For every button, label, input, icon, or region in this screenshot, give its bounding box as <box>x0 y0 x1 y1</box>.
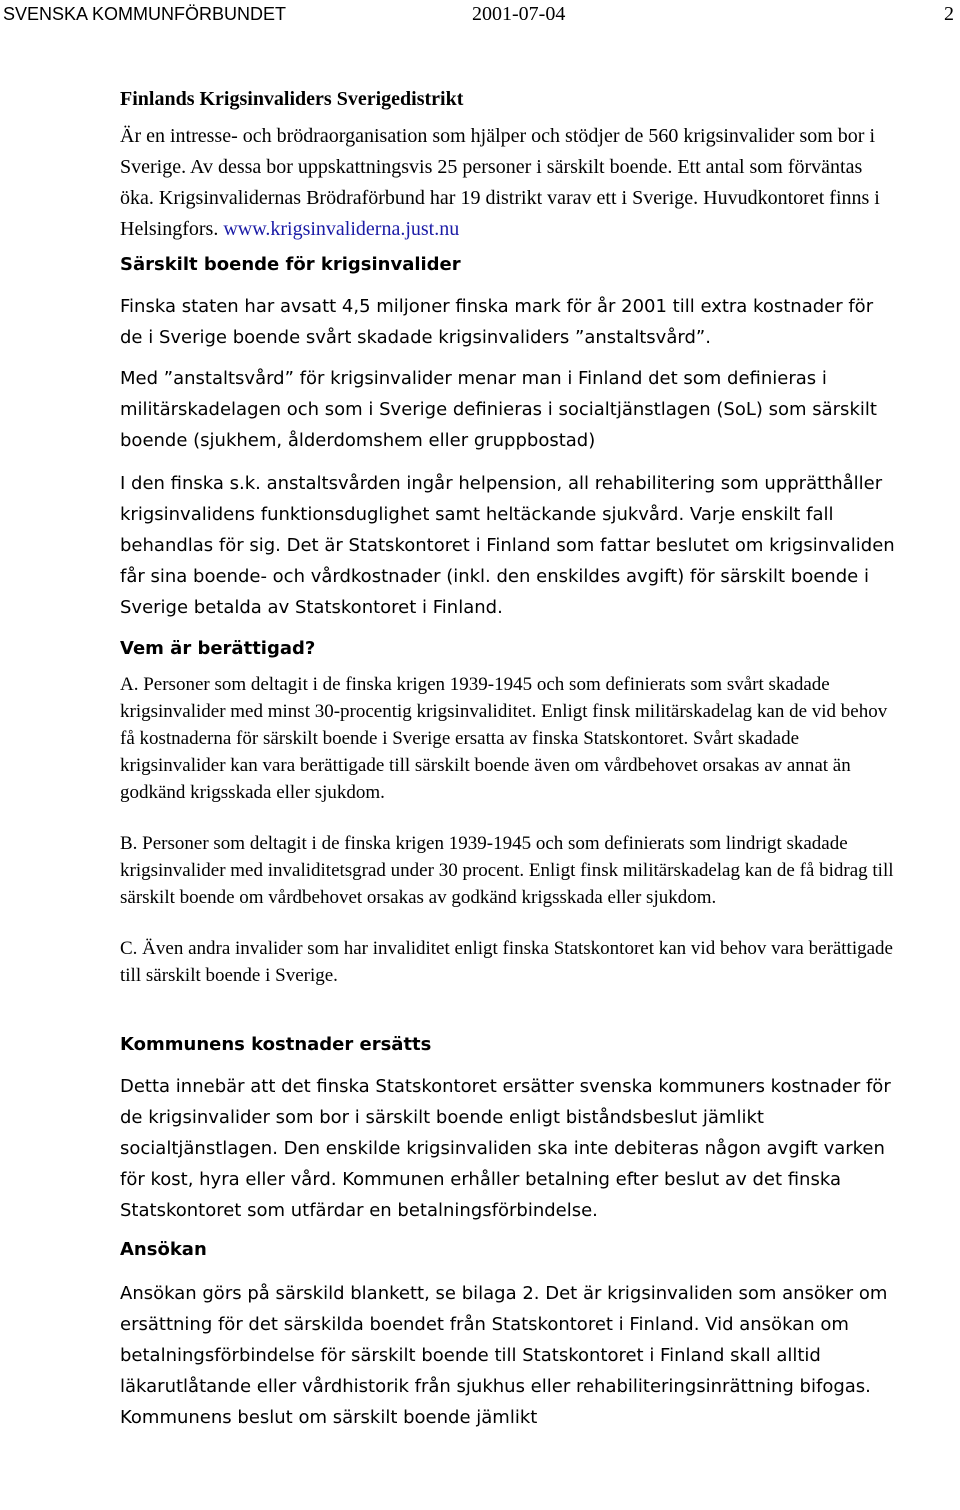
paragraph-anstaltsvard: Med ”anstaltsvård” för krigsinvalider menar man i Finland det som definieras i militärskadelagen och som i Sverige definieras i socialtjänstlagen (SoL) som särskilt boende (sjukhem, ålderdomshem eller gruppbostad) <box>120 368 877 451</box>
header-organization: SVENSKA KOMMUNFÖRBUNDET <box>3 4 287 24</box>
paragraph-finska-staten: Finska staten har avsatt 4,5 miljoner finska mark för år 2001 till extra kostnader för de i Sverige boende svårt skadade krigsinvaliders ”anstaltsvård”. <box>120 296 874 348</box>
paragraph-category-b: B. Personer som deltagit i de finska krigen 1939-1945 och som definierats som lindrigt skadade krigsinvalider med invaliditetsgrad under 30 procent. Enligt finsk militärskadelag kan de få bidrag till särskilt boende om vårdbehovet orsakas av godkänd krigsskada eller sjukdom. <box>120 833 894 908</box>
header-date: 2001-07-04 <box>472 3 566 25</box>
section-title-ansokan: Ansökan <box>120 1239 207 1260</box>
paragraph-sverigedistrikt <box>120 121 900 245</box>
document-body <box>120 84 900 1433</box>
section-title-sverigedistrikt: Finlands Krigsinvaliders Sverigedistrikt <box>120 88 464 110</box>
section-title-kommunens-kostnader: Kommunens kostnader ersätts <box>120 1034 432 1055</box>
paragraph-category-c: C. Även andra invalider som har invaliditet enligt finska Statskontoret kan vid behov vara berättigade till särskilt boende i Sverige. <box>120 938 893 986</box>
paragraph-category-a: A. Personer som deltagit i de finska krigen 1939-1945 och som definierats som svårt skadade krigsinvalider med minst 30-procentig krigsinvaliditet. Enligt finsk militärskadelag kan de vid behov få kostnaderna för särskilt boende i Sverige ersatta av finska Statskontoret. Svårt skadade krigsinvalider kan vara berättigade till särskilt boende även om vårdbehovet orsakas av annat än godkänd krigsskada eller sjukdom. <box>120 674 888 803</box>
paragraph-helpension: I den finska s.k. anstaltsvården ingår helpension, all rehabilitering som upprätthåller krigsinvalidens funktionsduglighet samt heltäckande sjukvård. Varje enskilt fall behandlas för sig. Det är Statskontoret i Finland som fattar beslutet om krigsinvaliden får sina boende- och vårdkostnader (inkl. den enskildes avgift) för särskilt boende i Sverige betalda av Statskontoret i Finland. <box>120 473 895 618</box>
paragraph-ansokan: Ansökan görs på särskild blankett, se bilaga 2. Det är krigsinvaliden som ansöker om ersättning för det särskilda boendet från Statskontoret i Finland. Vid ansökan om betalningsförbindelse för särskilt boende till Statskontoret i Finland skall alltid läkarutlåtande eller vårdhistorik från sjukhus eller rehabiliteringsinrättning bifogas. Kommunens beslut om särskilt boende jämlikt <box>120 1283 888 1428</box>
paragraph-sverigedistrikt-text: Är en intresse- och brödraorganisation som hjälper och stödjer de 560 krigsinvalider som bor i Sverige. Av dessa bor uppskattningsvis 25 personer i särskilt boende. Ett antal som förväntas öka. Krigsinvalidernas Brödraförbund har 19 distrikt varav ett i Sverige. Huvudkontoret finns i Helsingfors. <box>120 125 880 240</box>
website-link[interactable]: www.krigsinvaliderna.just.nu <box>223 218 460 240</box>
paragraph-kommunens-kostnader: Detta innebär att det finska Statskontoret ersätter svenska kommuners kostnader för de krigsinvalider som bor i särskilt boende enligt biståndsbeslut jämlikt socialtjänstlagen. Den enskilde krigsinvaliden ska inte debiteras någon avgift varken för kost, hyra eller vård. Kommunen erhåller betalning efter beslut av det finska Statskontoret som utfärdar en betalningsförbindelse. <box>120 1076 891 1221</box>
section-title-vem-ar-berattigad: Vem är berättigad? <box>120 638 316 659</box>
section-title-sarskilt-boende: Särskilt boende för krigsinvalider <box>120 254 461 275</box>
header-page-number: 2 <box>944 3 954 25</box>
